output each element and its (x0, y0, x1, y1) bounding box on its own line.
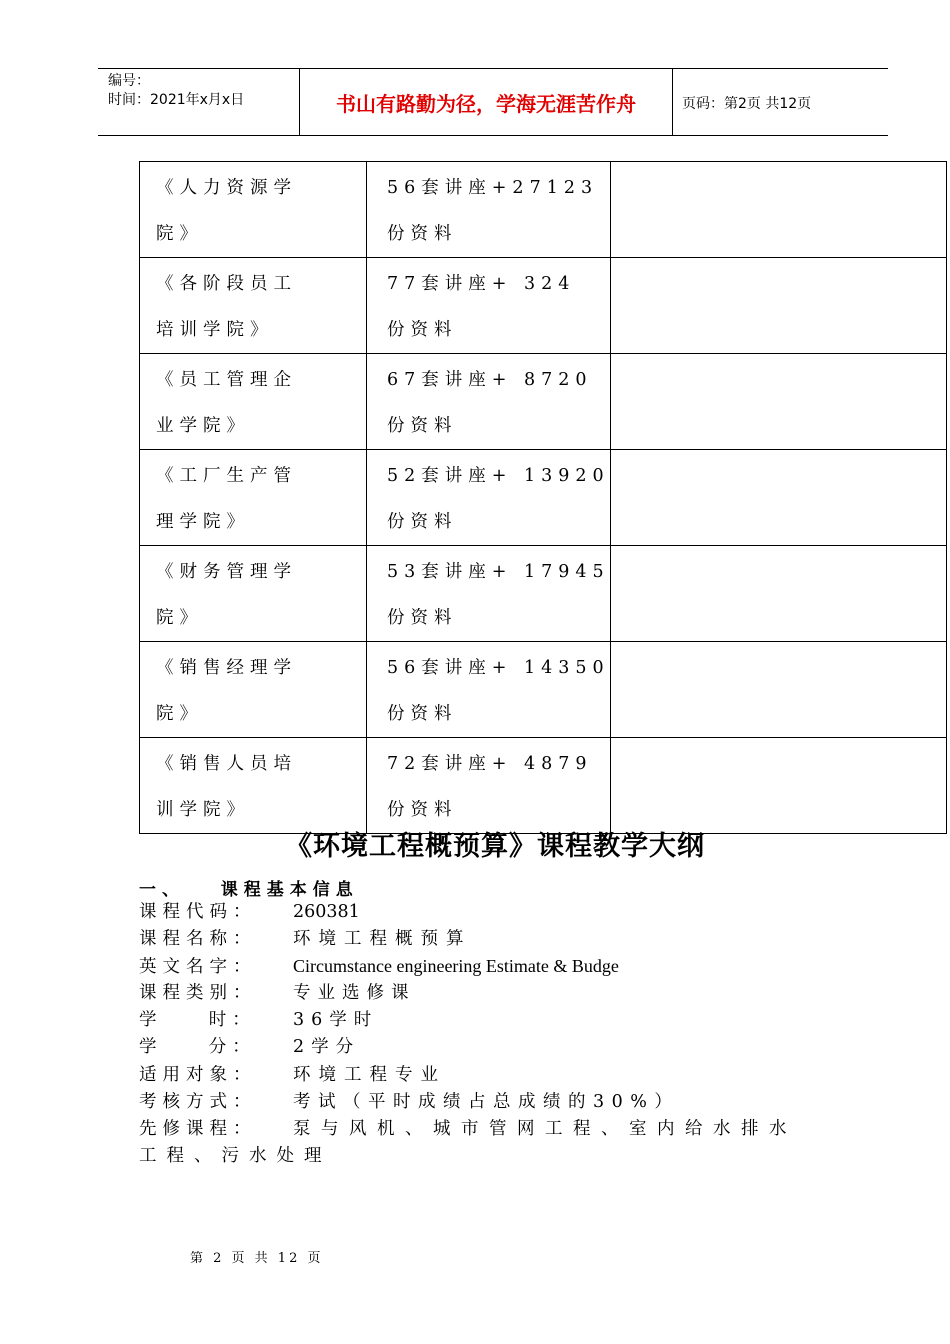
table-cell-empty (610, 258, 946, 354)
table-cell-empty (610, 162, 946, 258)
prereq-value-line-2: 工程、污水处理 (139, 1146, 332, 1166)
count-line-1: 53套讲座+ 17945 (387, 562, 610, 582)
name-value: 环境工程概预算 (293, 929, 472, 949)
header-divider-right (672, 68, 673, 136)
name-line-1: 《销售人员培 (156, 754, 297, 774)
count-line-2: 份资料 (387, 800, 458, 820)
table-row (140, 642, 947, 738)
header-time-label: 时间：2021年x月x日 (108, 92, 245, 108)
info-course-name (139, 926, 472, 953)
name-line-1: 《销售经理学 (156, 658, 297, 678)
code-value: 260381 (293, 902, 360, 922)
name-line-1: 《人力资源学 (156, 178, 297, 198)
name-line-2: 训学院》 (156, 800, 250, 820)
count-line-2: 份资料 (387, 608, 458, 628)
name-line-2: 理学院》 (156, 512, 250, 532)
header-page-info: 页码：第2页 共12页 (682, 96, 812, 112)
english-label: 英文名字： (139, 957, 257, 977)
count-line-1: 67套讲座+ 8720 (387, 370, 593, 390)
assessment-label: 考核方式： (139, 1092, 257, 1112)
table-cell-count (367, 642, 611, 738)
table-cell-name (140, 258, 367, 354)
table-cell-empty (610, 354, 946, 450)
section-heading: 一、 课程基本信息 (139, 880, 359, 900)
code-label: 课程代码： (139, 902, 257, 922)
name-line-2: 院》 (156, 608, 203, 628)
name-line-2: 培训学院》 (156, 320, 274, 340)
table-cell-empty (610, 546, 946, 642)
table-row (140, 258, 947, 354)
name-line-2: 业学院》 (156, 416, 250, 436)
table-cell-count (367, 258, 611, 354)
page-footer: 第 2 页 共 12 页 (190, 1251, 324, 1266)
table-cell-name (140, 354, 367, 450)
table-cell-empty (610, 450, 946, 546)
count-line-1: 77套讲座+ 324 (387, 274, 576, 294)
type-label: 课程类别： (139, 983, 257, 1003)
info-course-code (139, 899, 360, 926)
english-value: Circumstance engineering Estimate & Budge (293, 956, 619, 976)
resource-table (139, 161, 947, 834)
table-row (140, 450, 947, 546)
table-cell-name (140, 162, 367, 258)
name-label: 课程名称： (139, 929, 257, 949)
type-value: 专业选修课 (293, 983, 416, 1003)
header-motto: 书山有路勤为径，学海无涯苦作舟 (336, 91, 636, 116)
table-cell-name (140, 642, 367, 738)
table-cell-empty (610, 738, 946, 834)
info-prerequisites-cont (139, 1143, 332, 1170)
name-line-1: 《员工管理企 (156, 370, 297, 390)
audience-label: 适用对象： (139, 1065, 257, 1085)
assessment-value: 考试（平时成绩占总成绩的30%） (293, 1092, 680, 1112)
info-assessment (139, 1089, 679, 1116)
table-row (140, 162, 947, 258)
table-cell-name (140, 546, 367, 642)
document-title: 《环境工程概预算》课程教学大纲 (285, 831, 705, 862)
table-cell-count (367, 162, 611, 258)
info-english-name (139, 953, 619, 981)
prereq-label: 先修课程： (139, 1119, 257, 1139)
hours-label: 学 时： (139, 1010, 256, 1030)
info-course-type (139, 980, 416, 1007)
table-row (140, 546, 947, 642)
name-line-1: 《工厂生产管 (156, 466, 297, 486)
count-line-1: 72套讲座+ 4879 (387, 754, 593, 774)
info-audience (139, 1062, 446, 1089)
info-prerequisites (139, 1116, 797, 1143)
table-row (140, 354, 947, 450)
credits-label: 学 分： (139, 1037, 256, 1057)
count-line-2: 份资料 (387, 704, 458, 724)
count-line-2: 份资料 (387, 320, 458, 340)
table-cell-count (367, 354, 611, 450)
count-line-2: 份资料 (387, 224, 458, 244)
table-cell-count (367, 546, 611, 642)
table-cell-name (140, 450, 367, 546)
name-line-2: 院》 (156, 704, 203, 724)
name-line-2: 院》 (156, 224, 203, 244)
count-line-2: 份资料 (387, 512, 458, 532)
info-credits (139, 1034, 360, 1061)
table-cell-empty (610, 642, 946, 738)
prereq-value-line-1: 泵与风机、城市管网工程、室内给水排水 (293, 1119, 797, 1139)
name-line-1: 《财务管理学 (156, 562, 297, 582)
table-row (140, 738, 947, 834)
info-hours (139, 1007, 378, 1034)
name-line-1: 《各阶段员工 (156, 274, 297, 294)
audience-value: 环境工程专业 (293, 1065, 446, 1085)
credits-value: 2学分 (293, 1037, 361, 1057)
count-line-1: 52套讲座+ 13920 (387, 466, 610, 486)
table-cell-name (140, 738, 367, 834)
hours-value: 36学时 (293, 1010, 379, 1030)
count-line-1: 56套讲座+ 14350 (387, 658, 610, 678)
count-line-2: 份资料 (387, 416, 458, 436)
table-cell-count (367, 738, 611, 834)
header-code-label: 编号： (108, 73, 150, 89)
table-cell-count (367, 450, 611, 546)
count-line-1: 56套讲座+27123 (387, 178, 599, 198)
